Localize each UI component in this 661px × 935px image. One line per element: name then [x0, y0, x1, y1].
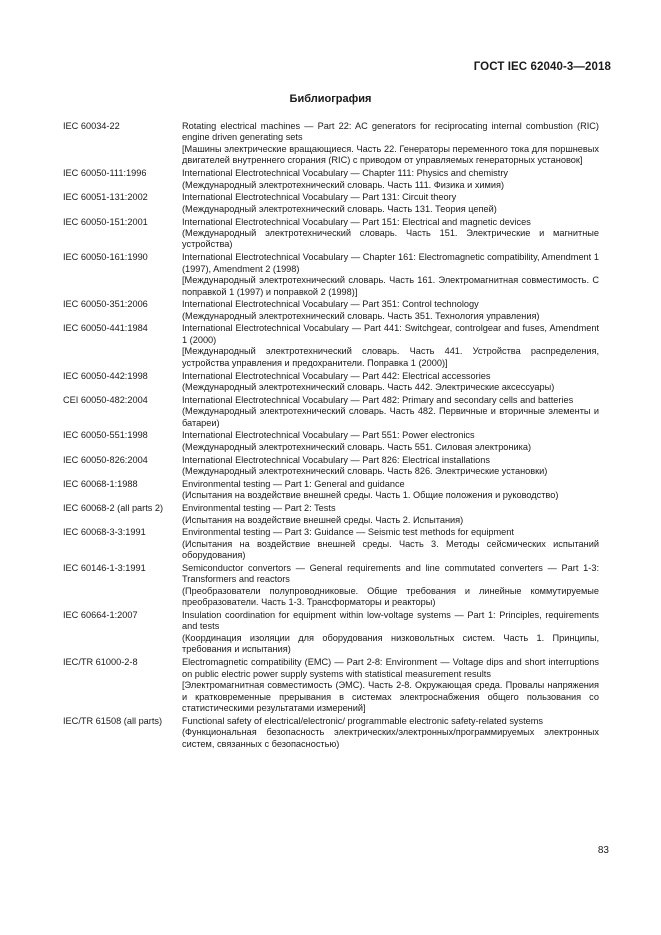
entry-title-en: International Electrotechnical Vocabulary — Part 482: Primary and secondary cells and batteries	[182, 394, 574, 405]
entry-code: IEC 60050-161:1990	[63, 252, 148, 263]
entry-title-ru: (Испытания на воздействие внешней среды. Часть 1. Общие положения и руководство)	[182, 490, 559, 501]
bibliography-entry	[63, 192, 599, 215]
entry-title-ru: (Международный электротехнический словарь. Часть 442. Электрические аксессуары)	[182, 382, 555, 393]
bibliography-entry	[63, 371, 599, 394]
entry-title-ru: (Международный электротехнический словарь. Часть 482. Первичные и вторичные элементы и батареи)	[182, 406, 599, 428]
bibliography-list	[63, 121, 599, 751]
bibliography-entry	[63, 299, 599, 322]
page-number: 83	[597, 845, 609, 856]
bibliography-entry	[63, 479, 599, 502]
entry-code: IEC 60050-826:2004	[63, 454, 148, 465]
entry-code: IEC 60050-111:1996	[63, 168, 147, 179]
bibliography-entry	[63, 455, 599, 478]
entry-title-en: International Electrotechnical Vocabulary — Part 351: Control technology	[182, 299, 479, 310]
entry-title-en: International Electrotechnical Vocabulary — Part 551: Power electronics	[182, 430, 475, 441]
entry-description	[182, 168, 599, 191]
entry-code: IEC 60146-1-3:1991	[63, 562, 146, 573]
entry-title-en: Environmental testing — Part 2: Tests	[182, 503, 336, 514]
entry-code: CEI 60050-482:2004	[63, 394, 148, 405]
entry-description	[182, 716, 599, 750]
entry-description	[182, 323, 599, 369]
bibliography-entry	[63, 168, 599, 191]
bibliography-entry	[63, 610, 599, 656]
entry-title-ru: (Испытания на воздействие внешней среды. Часть 2. Испытания)	[182, 514, 464, 525]
entry-title-en: Functional safety of electrical/electronic/ programmable electronic safety-related systems	[182, 715, 544, 726]
entry-title-ru: [Электромагнитная совместимость (ЭМС). Часть 2-8. Окружающая среда. Провалы напряжения и кратковременные прерывания в системах электроснабжения общего пользования со статистическими результатами измерений]	[182, 680, 599, 713]
bibliography-entry	[63, 657, 599, 714]
entry-code: IEC 60050-551:1998	[63, 430, 148, 441]
entry-code: IEC 60068-1:1988	[63, 478, 138, 489]
entry-title-ru: (Координация изоляции для оборудования низковольтных систем. Часть 1. Принципы, требования и испытания)	[182, 632, 599, 655]
entry-description	[182, 121, 599, 167]
entry-description	[182, 217, 599, 251]
entry-code: IEC 60068-2 (all parts 2)	[63, 503, 164, 514]
entry-code: IEC 60050-351:2006	[63, 299, 148, 310]
bibliography-entry	[63, 395, 599, 429]
bibliography-entry	[63, 527, 599, 561]
entry-title-ru: (Международный электротехнический словарь. Часть 111. Физика и химия)	[182, 179, 505, 190]
bibliography-entry	[63, 503, 599, 526]
entry-description	[182, 563, 599, 609]
bibliography-entry	[63, 121, 599, 167]
entry-title-en: Insulation coordination for equipment within low-voltage systems — Part 1: Principles, requirements and tests	[182, 610, 599, 632]
entry-code: IEC 60664-1:2007	[63, 610, 138, 621]
entry-title-ru: (Международный электротехнический словарь. Часть 351. Технология управления)	[182, 310, 540, 321]
entry-title-ru: (Международный электротехнический словарь. Часть 151. Электрические и магнитные устройства)	[182, 227, 599, 250]
entry-description	[182, 610, 599, 656]
entry-description	[182, 395, 599, 429]
entry-title-en: Electromagnetic compatibility (EMC) — Part 2-8: Environment — Voltage dips and short interruptions on public electric power supply systems with statistical measurement results	[182, 657, 599, 679]
entry-title-ru: (Функциональная безопасность электрических/электронных/программируемых электронных систем, связанных с безопасностью)	[182, 727, 599, 749]
entry-description	[182, 430, 599, 453]
entry-code: IEC 60050-151:2001	[63, 216, 148, 227]
entry-title-en: International Electrotechnical Vocabulary — Chapter 161: Electromagnetic compatibility, Amendment 1 (1997), Amendment 2 (1998)	[182, 252, 599, 274]
entry-title-en: International Electrotechnical Vocabulary — Part 826: Electrical installations	[182, 454, 490, 465]
entry-code: IEC 60034-22	[63, 121, 120, 131]
entry-code: IEC 60068-3-3:1991	[63, 527, 146, 538]
entry-description	[182, 371, 599, 394]
standard-header: ГОСТ IEC 62040-3—2018	[473, 61, 611, 73]
bibliography-entry	[63, 252, 599, 298]
entry-title-ru: (Преобразователи полупроводниковые. Общие требования и линейные коммутируемые преобразователи. Часть 1-3. Трансформаторы и реакторы)	[182, 585, 599, 608]
entry-title-ru: (Испытания на воздействие внешней среды. Часть 3. Методы сейсмических испытаний оборудования)	[182, 538, 599, 561]
entry-title-ru: (Международный электротехнический словарь. Часть 131. Теория цепей)	[182, 203, 497, 214]
entry-title-en: International Electrotechnical Vocabulary — Part 151: Electrical and magnetic devices	[182, 216, 531, 227]
entry-description	[182, 503, 599, 526]
entry-title-ru: (Международный электротехнический словарь. Часть 826. Электрические установки)	[182, 466, 548, 477]
bibliography-entry	[63, 217, 599, 251]
entry-description	[182, 192, 599, 215]
entry-description	[182, 252, 599, 298]
entry-title-en: Environmental testing — Part 1: General and guidance	[182, 478, 405, 489]
entry-title-en: Environmental testing — Part 3: Guidance — Seismic test methods for equipment	[182, 527, 514, 538]
entry-code: IEC 60050-442:1998	[63, 370, 148, 381]
entry-title-ru: [Международный электротехнический словарь. Часть 441. Устройства распределения, устройства управления и предохранители. Поправка 1 (2000)]	[182, 346, 599, 368]
entry-description	[182, 657, 599, 714]
entry-title-en: International Electrotechnical Vocabulary — Part 441: Switchgear, controlgear and fuses, Amendment 1 (2000)	[182, 323, 599, 345]
entry-title-en: Semiconductor convertors — General requirements and line commutated converters — Part 1-3: Transformers and reactors	[182, 562, 599, 585]
entry-title-en: International Electrotechnical Vocabulary — Part 442: Electrical accessories	[182, 370, 491, 381]
entry-title-en: International Electrotechnical Vocabulary — Chapter 111: Physics and chemistry	[182, 168, 508, 179]
entry-description	[182, 479, 599, 502]
entry-title-ru: [Международный электротехнический словарь. Часть 161. Электромагнитная совместимость. С поправкой 1 (1997) и поправкой 2 (1998)]	[182, 275, 599, 297]
bibliography-entry	[63, 323, 599, 369]
entry-code: IEC/TR 61508 (all parts)	[63, 715, 163, 726]
bibliography-entry	[63, 563, 599, 609]
entry-description	[182, 527, 599, 561]
bibliography-entry	[63, 716, 599, 750]
entry-title-en: International Electrotechnical Vocabulary — Part 131: Circuit theory	[182, 192, 457, 203]
entry-title-en: Rotating electrical machines — Part 22: AC generators for reciprocating internal combustion (RIC) engine driven generating sets	[182, 121, 599, 143]
entry-description	[182, 455, 599, 478]
entry-description	[182, 299, 599, 322]
entry-title-ru: (Международный электротехнический словарь. Часть 551. Силовая электроника)	[182, 441, 532, 452]
entry-code: IEC 60051-131:2002	[63, 192, 148, 203]
entry-code: IEC 60050-441:1984	[63, 323, 148, 334]
entry-code: IEC/TR 61000-2-8	[63, 657, 138, 668]
page-title: Библиография	[289, 93, 372, 105]
entry-title-ru: [Машины электрические вращающиеся. Часть 22. Генераторы переменного тока для поршневых двигателей внутреннего сгорания (RIC) с приводом от управляемых генераторных установок]	[182, 143, 599, 166]
bibliography-entry	[63, 430, 599, 453]
